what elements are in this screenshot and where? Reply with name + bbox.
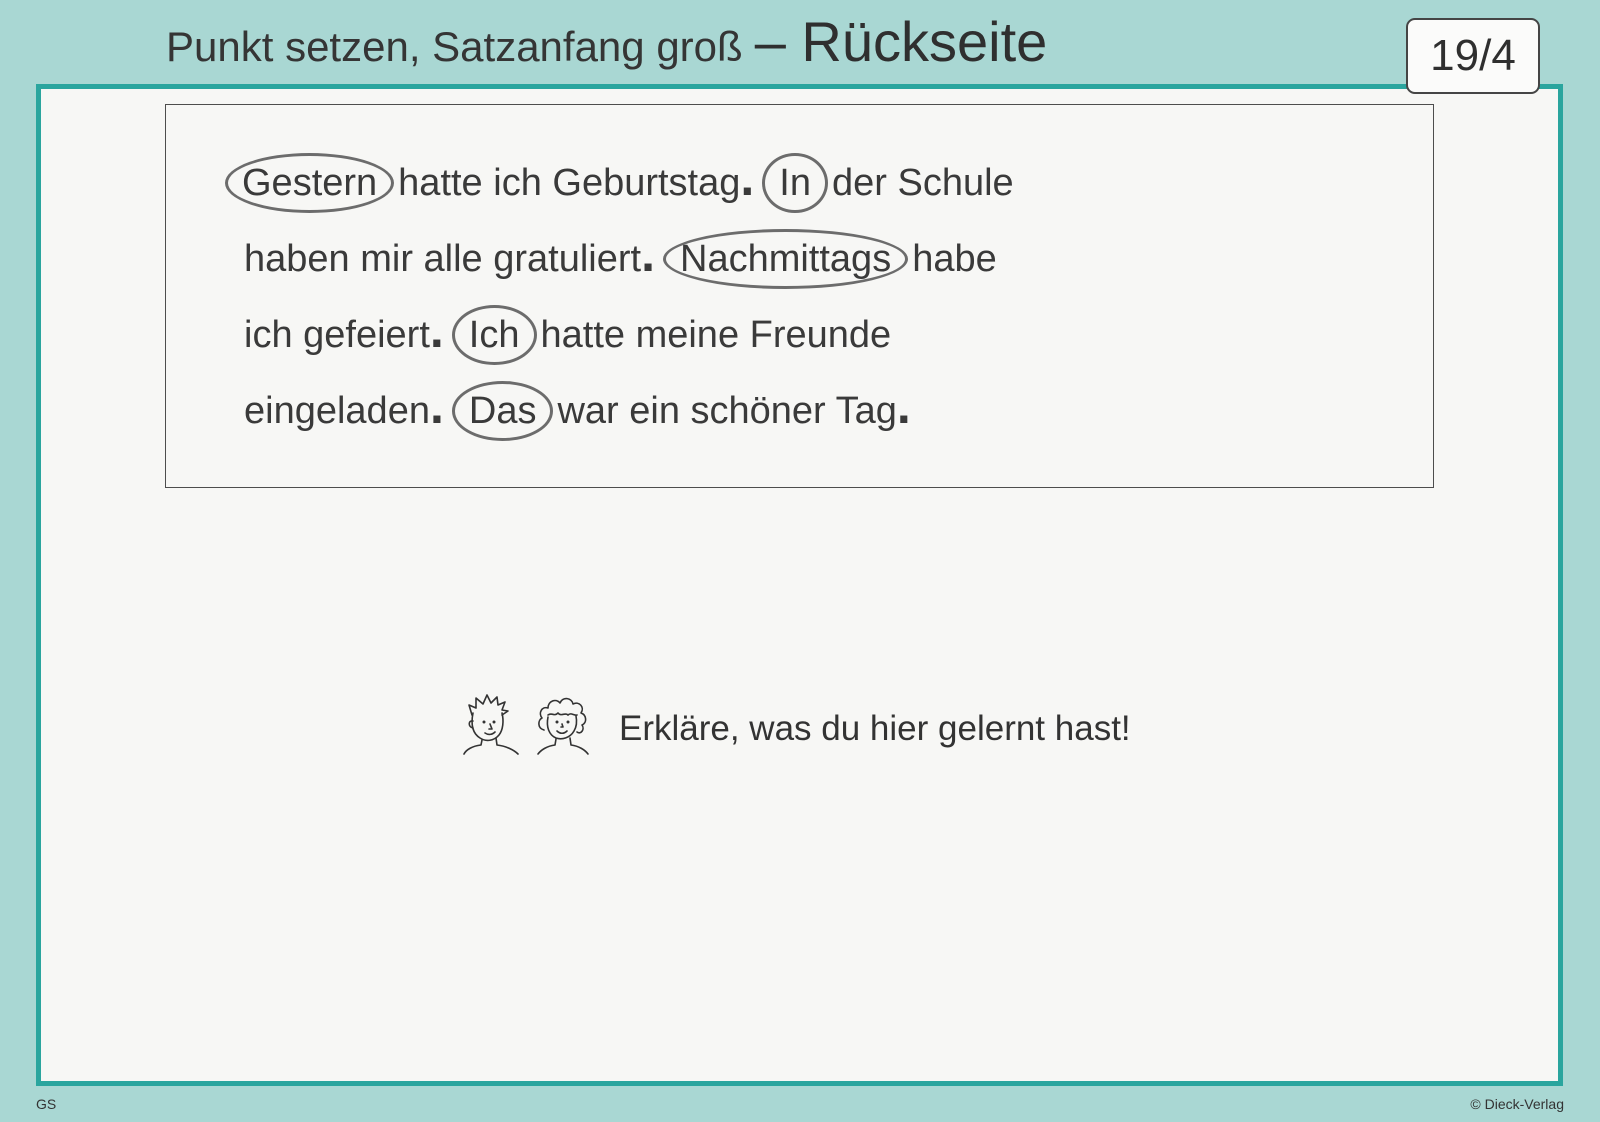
footer-code: GS [36,1096,57,1112]
sentence-period: . [896,378,911,434]
card-header [166,10,1048,73]
sentence-period: . [641,226,655,282]
circled-word: In [762,153,828,213]
footer-copyright: © Dieck-Verlag [1470,1096,1564,1112]
circled-word: Gestern [225,153,394,213]
sentence-text: hatte ich Geburtstag [398,162,741,204]
card-title: Punkt setzen, Satzanfang groß [166,23,743,70]
text-line [244,221,1014,297]
card-subtitle: – Rückseite [754,10,1048,73]
exercise-text-box [165,104,1434,488]
girl-face-icon [531,693,595,755]
circled-word: Das [452,381,554,441]
card-number-badge: 19/4 [1406,18,1540,94]
circled-word: Nachmittags [663,229,908,289]
explain-prompt: Erkläre, was du hier gelernt hast! [619,709,1131,748]
sentence-period: . [429,302,444,358]
sentence-text: war ein schöner Tag [557,390,897,432]
sentence-text: habe [912,238,997,280]
sentence-period: . [740,150,755,206]
sentence-text: ich gefeiert [244,314,430,356]
sentence-text: hatte meine Freunde [540,314,892,356]
text-line [244,297,1014,373]
sentence-text: eingeladen [244,390,430,432]
text-line [244,373,1014,449]
circled-word: Ich [452,305,537,365]
boy-face-icon [462,693,520,755]
sentence-text: haben mir alle gratuliert [244,238,642,280]
exercise-lines [244,145,1014,449]
sentence-period: . [429,378,444,434]
sentence-text: der Schule [832,162,1014,204]
text-line [244,145,1014,221]
